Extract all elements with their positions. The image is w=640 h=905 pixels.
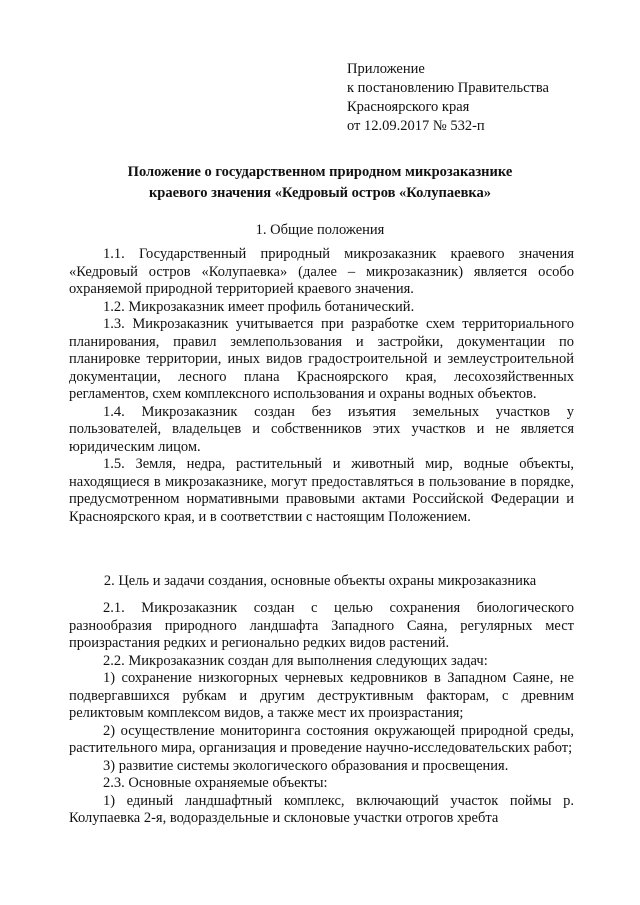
paragraph: 1.5. Земля, недра, растительный и животный мир, водные объекты, находящиеся в микрозаказнике, могут предоставляться в пользование в порядке, предусмотренном нормативными правовыми актами Российской Федерации и Красноярского края, и в соответствии с настоящим Положением. [69,456,574,525]
section-heading-goals: 2. Цель и задачи создания, основные объекты охраны микрозаказника [103,573,537,589]
section-general-body [69,246,574,526]
section-heading-general: 1. Общие положения [255,222,385,238]
paragraph: 1.3. Микрозаказник учитывается при разработке схем территориального планирования, правил землепользования и застройки, документации по планировке территории, иных видов градостроительной и землеустроительной документации, лесного плана Красноярского края, лесохозяйственных регламентов, схем комплексного использования и охраны водных объектов. [69,316,574,402]
paragraph: 2.2. Микрозаказник создан для выполнения следующих задач: [103,652,488,669]
appendix-date-line: от 12.09.2017 № 532-п [347,118,485,134]
section-goals-body [69,600,574,828]
appendix-line: Красноярского края [347,99,470,115]
paragraph: 1.1. Государственный природный микрозаказник краевого значения «Кедровый остров «Колупаевка» (далее – микрозаказник) является особо охраняемой природной территорией краевого значения. [69,246,574,297]
appendix-header [347,60,549,136]
paragraph: 1) единый ландшафтный комплекс, включающий участок поймы р. Колупаевка 2-я, водораздельные и склоновые участки отрогов хребта [69,792,574,826]
paragraph: 2.3. Основные охраняемые объекты: [103,775,328,791]
paragraph: 3) развитие системы экологического образования и просвещения. [103,757,509,774]
appendix-line: к постановлению Правительства [347,80,549,96]
document-title [0,162,640,204]
paragraph: 1) сохранение низкогорных черневых кедровников в Западном Саяне, не подвергавшихся рубкам и другим деструктивным факторам, с древним реликтовым комплексом видов, а также мест их произрастания; [69,670,574,721]
appendix-line: Приложение [347,61,425,77]
paragraph: 1.2. Микрозаказник имеет профиль ботанический. [103,298,415,315]
title-line: Положение о государственном природном микрозаказнике [127,164,513,180]
paragraph: 1.4. Микрозаказник создан без изъятия земельных участков у пользователей, владельцев и собственников этих участков и не является юридическим лицом. [69,403,574,455]
title-line: краевого значения «Кедровый остров «Колупаевка» [148,185,492,201]
paragraph: 2) осуществление мониторинга состояния окружающей природной среды, растительного мира, организация и проведение научно-исследовательских работ; [69,722,574,756]
paragraph: 2.1. Микрозаказник создан с целью сохранения биологического разнообразия природного ландшафта Западного Саяна, регулярных мест произрастания редких и регионально редких видов растений. [69,600,574,651]
